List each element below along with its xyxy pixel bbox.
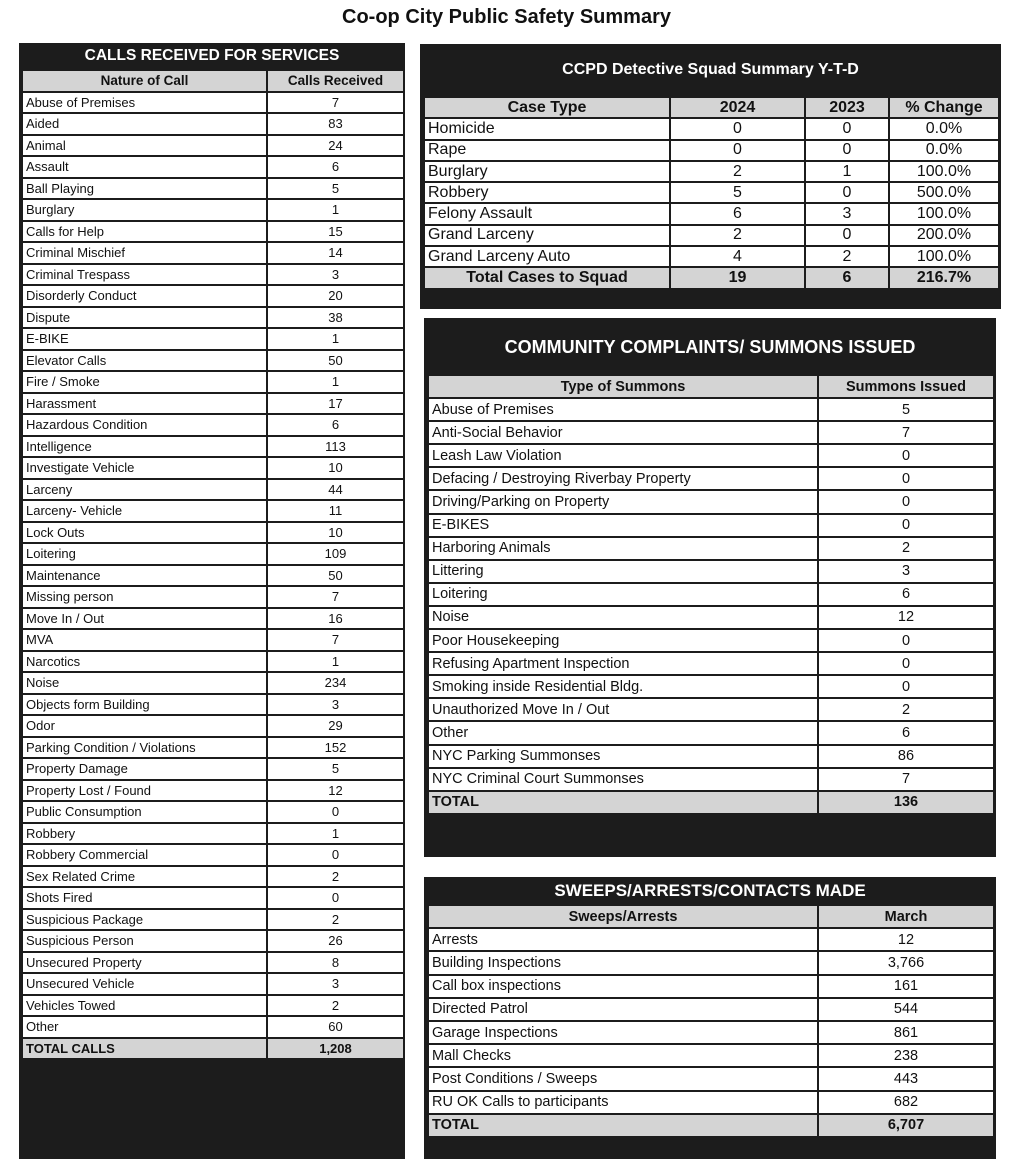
summons-count: 0	[818, 514, 994, 537]
call-nature: Assault	[22, 156, 267, 178]
pct-change: 100.0%	[889, 203, 999, 224]
table-row	[22, 715, 404, 737]
table-row	[424, 118, 999, 139]
sweeps-total-value: 6,707	[818, 1114, 994, 1137]
table-row	[22, 608, 404, 630]
call-count: 152	[267, 737, 404, 759]
table-row	[22, 479, 404, 501]
summons-count: 2	[818, 537, 994, 560]
cases-2024: 0	[670, 118, 805, 139]
call-nature: Unsecured Vehicle	[22, 973, 267, 995]
summons-count: 6	[818, 721, 994, 744]
table-row	[22, 801, 404, 823]
sweep-type: Arrests	[428, 928, 818, 951]
cases-2024: 5	[670, 182, 805, 203]
call-nature: Burglary	[22, 199, 267, 221]
cases-2023: 0	[805, 225, 889, 246]
summons-type: Loitering	[428, 583, 818, 606]
call-nature: Robbery Commercial	[22, 844, 267, 866]
table-row	[428, 928, 994, 951]
table-row	[428, 975, 994, 998]
call-count: 0	[267, 844, 404, 866]
call-count: 15	[267, 221, 404, 243]
sweep-type: Directed Patrol	[428, 998, 818, 1021]
summons-count: 0	[818, 629, 994, 652]
call-nature: Fire / Smoke	[22, 371, 267, 393]
case-type: Rape	[424, 140, 670, 161]
summons-type: Refusing Apartment Inspection	[428, 652, 818, 675]
call-nature: Loitering	[22, 543, 267, 565]
sweeps-total-label: TOTAL	[428, 1114, 818, 1137]
case-type: Burglary	[424, 161, 670, 182]
table-row	[22, 995, 404, 1017]
summons-total-row	[428, 791, 994, 814]
table-row	[22, 586, 404, 608]
col-header-calls: Calls Received	[267, 70, 404, 92]
call-nature: Hazardous Condition	[22, 414, 267, 436]
sweep-count: 238	[818, 1044, 994, 1067]
table-row	[22, 178, 404, 200]
sweep-count: 544	[818, 998, 994, 1021]
col-header-summons-type: Type of Summons	[428, 375, 818, 398]
call-count: 1	[267, 328, 404, 350]
call-nature: Maintenance	[22, 565, 267, 587]
call-nature: Suspicious Person	[22, 930, 267, 952]
summons-type: Unauthorized Move In / Out	[428, 698, 818, 721]
table-row	[22, 414, 404, 436]
squad-table	[423, 96, 1000, 290]
table-row	[424, 246, 999, 267]
case-type: Grand Larceny Auto	[424, 246, 670, 267]
call-nature: Investigate Vehicle	[22, 457, 267, 479]
call-count: 3	[267, 973, 404, 995]
summons-type: E-BIKES	[428, 514, 818, 537]
call-nature: Dispute	[22, 307, 267, 329]
call-nature: Abuse of Premises	[22, 92, 267, 114]
call-count: 7	[267, 586, 404, 608]
table-row	[22, 565, 404, 587]
summons-count: 5	[818, 398, 994, 421]
page-title: Co-op City Public Safety Summary	[342, 6, 671, 28]
summons-count: 7	[818, 768, 994, 791]
table-row	[428, 721, 994, 744]
call-count: 10	[267, 457, 404, 479]
call-count: 6	[267, 414, 404, 436]
calls-panel-heading: CALLS RECEIVED FOR SERVICES	[84, 47, 340, 64]
call-count: 50	[267, 565, 404, 587]
summons-count: 0	[818, 652, 994, 675]
table-row	[424, 225, 999, 246]
table-row	[22, 887, 404, 909]
call-nature: E-BIKE	[22, 328, 267, 350]
call-nature: Robbery	[22, 823, 267, 845]
table-row	[22, 672, 404, 694]
table-row	[428, 398, 994, 421]
table-row	[424, 203, 999, 224]
table-row	[22, 930, 404, 952]
table-row	[22, 371, 404, 393]
call-count: 11	[267, 500, 404, 522]
call-nature: Criminal Mischief	[22, 242, 267, 264]
summons-type: Harboring Animals	[428, 537, 818, 560]
sweep-count: 161	[818, 975, 994, 998]
call-nature: Ball Playing	[22, 178, 267, 200]
table-row	[428, 998, 994, 1021]
table-row	[22, 135, 404, 157]
table-row	[428, 768, 994, 791]
calls-total-row	[22, 1038, 404, 1060]
table-row	[428, 951, 994, 974]
table-row	[22, 844, 404, 866]
calls-table	[21, 69, 405, 1060]
table-row	[424, 182, 999, 203]
call-nature: MVA	[22, 629, 267, 651]
sweep-type: Garage Inspections	[428, 1021, 818, 1044]
call-count: 1	[267, 371, 404, 393]
cases-2024: 2	[670, 161, 805, 182]
summons-table	[427, 374, 995, 815]
call-count: 20	[267, 285, 404, 307]
call-nature: Larceny- Vehicle	[22, 500, 267, 522]
call-count: 24	[267, 135, 404, 157]
call-count: 2	[267, 909, 404, 931]
pct-change: 500.0%	[889, 182, 999, 203]
summons-type: Leash Law Violation	[428, 444, 818, 467]
table-row	[428, 537, 994, 560]
squad-total-2024: 19	[670, 267, 805, 288]
call-nature: Missing person	[22, 586, 267, 608]
table-row	[22, 285, 404, 307]
call-count: 8	[267, 952, 404, 974]
call-count: 234	[267, 672, 404, 694]
table-row	[22, 350, 404, 372]
summons-count: 6	[818, 583, 994, 606]
table-row	[428, 421, 994, 444]
summons-count: 0	[818, 490, 994, 513]
summons-type: Noise	[428, 606, 818, 629]
summons-type: NYC Criminal Court Summonses	[428, 768, 818, 791]
pct-change: 100.0%	[889, 246, 999, 267]
call-nature: Other	[22, 1016, 267, 1038]
call-count: 3	[267, 694, 404, 716]
summons-total-value: 136	[818, 791, 994, 814]
table-row	[428, 560, 994, 583]
call-count: 1	[267, 823, 404, 845]
call-nature: Criminal Trespass	[22, 264, 267, 286]
call-nature: Calls for Help	[22, 221, 267, 243]
sweeps-total-row	[428, 1114, 994, 1137]
sweep-count: 682	[818, 1091, 994, 1114]
call-nature: Narcotics	[22, 651, 267, 673]
sweep-type: Building Inspections	[428, 951, 818, 974]
table-row	[428, 1067, 994, 1090]
table-row	[22, 543, 404, 565]
call-count: 2	[267, 995, 404, 1017]
calls-total-label: TOTAL CALLS	[22, 1038, 267, 1060]
call-nature: Suspicious Package	[22, 909, 267, 931]
table-row	[424, 140, 999, 161]
squad-total-2023: 6	[805, 267, 889, 288]
col-header-month: March	[818, 905, 994, 928]
call-nature: Lock Outs	[22, 522, 267, 544]
table-row	[22, 909, 404, 931]
call-nature: Vehicles Towed	[22, 995, 267, 1017]
summons-count: 0	[818, 444, 994, 467]
cases-2023: 0	[805, 182, 889, 203]
call-nature: Larceny	[22, 479, 267, 501]
call-count: 26	[267, 930, 404, 952]
summons-total-label: TOTAL	[428, 791, 818, 814]
table-row	[428, 514, 994, 537]
pct-change: 0.0%	[889, 140, 999, 161]
table-row	[22, 1016, 404, 1038]
summons-type: Driving/Parking on Property	[428, 490, 818, 513]
case-type: Felony Assault	[424, 203, 670, 224]
cases-2023: 2	[805, 246, 889, 267]
table-row	[22, 866, 404, 888]
call-count: 29	[267, 715, 404, 737]
call-count: 6	[267, 156, 404, 178]
sweep-count: 861	[818, 1021, 994, 1044]
sweep-type: Mall Checks	[428, 1044, 818, 1067]
summons-type: Poor Housekeeping	[428, 629, 818, 652]
case-type: Homicide	[424, 118, 670, 139]
sweep-count: 443	[818, 1067, 994, 1090]
call-count: 1	[267, 651, 404, 673]
cases-2024: 2	[670, 225, 805, 246]
summons-count: 12	[818, 606, 994, 629]
summons-panel-heading: COMMUNITY COMPLAINTS/ SUMMONS ISSUED	[504, 337, 916, 357]
call-count: 0	[267, 801, 404, 823]
call-nature: Shots Fired	[22, 887, 267, 909]
table-row	[22, 500, 404, 522]
col-header-2023: 2023	[805, 97, 889, 118]
call-count: 12	[267, 780, 404, 802]
table-row	[22, 780, 404, 802]
sweep-type: Post Conditions / Sweeps	[428, 1067, 818, 1090]
call-count: 2	[267, 866, 404, 888]
summons-type: Anti-Social Behavior	[428, 421, 818, 444]
table-row	[22, 952, 404, 974]
summons-count: 0	[818, 467, 994, 490]
sweeps-panel	[424, 877, 996, 1159]
call-nature: Noise	[22, 672, 267, 694]
summons-type: Other	[428, 721, 818, 744]
table-row	[22, 629, 404, 651]
col-header-sweeps-type: Sweeps/Arrests	[428, 905, 818, 928]
table-row	[22, 436, 404, 458]
call-count: 0	[267, 887, 404, 909]
sweeps-panel-heading: SWEEPS/ARRESTS/CONTACTS MADE	[554, 881, 866, 900]
cases-2024: 6	[670, 203, 805, 224]
call-count: 10	[267, 522, 404, 544]
call-count: 17	[267, 393, 404, 415]
call-count: 60	[267, 1016, 404, 1038]
call-count: 44	[267, 479, 404, 501]
calls-total-value: 1,208	[267, 1038, 404, 1060]
call-count: 83	[267, 113, 404, 135]
summons-panel	[424, 318, 996, 857]
table-row	[428, 606, 994, 629]
summons-count: 0	[818, 675, 994, 698]
table-row	[428, 629, 994, 652]
col-header-nature: Nature of Call	[22, 70, 267, 92]
call-nature: Odor	[22, 715, 267, 737]
call-nature: Elevator Calls	[22, 350, 267, 372]
call-nature: Intelligence	[22, 436, 267, 458]
call-nature: Public Consumption	[22, 801, 267, 823]
table-row	[428, 745, 994, 768]
summons-type: Defacing / Destroying Riverbay Property	[428, 467, 818, 490]
squad-total-row	[424, 267, 999, 288]
call-count: 3	[267, 264, 404, 286]
call-nature: Aided	[22, 113, 267, 135]
call-nature: Objects form Building	[22, 694, 267, 716]
squad-total-pct: 216.7%	[889, 267, 999, 288]
call-nature: Move In / Out	[22, 608, 267, 630]
call-nature: Parking Condition / Violations	[22, 737, 267, 759]
summons-count: 2	[818, 698, 994, 721]
table-row	[22, 457, 404, 479]
call-count: 7	[267, 92, 404, 114]
table-row	[428, 698, 994, 721]
cases-2024: 4	[670, 246, 805, 267]
col-header-case-type: Case Type	[424, 97, 670, 118]
table-row	[22, 199, 404, 221]
call-nature: Animal	[22, 135, 267, 157]
table-row	[428, 1021, 994, 1044]
table-row	[428, 1044, 994, 1067]
table-row	[22, 651, 404, 673]
table-row	[22, 113, 404, 135]
detective-squad-panel	[420, 44, 1001, 309]
table-row	[22, 328, 404, 350]
cases-2023: 0	[805, 118, 889, 139]
call-nature: Property Damage	[22, 758, 267, 780]
table-row	[22, 737, 404, 759]
pct-change: 200.0%	[889, 225, 999, 246]
table-row	[428, 652, 994, 675]
call-count: 113	[267, 436, 404, 458]
summons-type: Littering	[428, 560, 818, 583]
sweep-count: 3,766	[818, 951, 994, 974]
sweep-count: 12	[818, 928, 994, 951]
table-row	[22, 307, 404, 329]
summons-type: Smoking inside Residential Bldg.	[428, 675, 818, 698]
table-row	[22, 221, 404, 243]
call-nature: Sex Related Crime	[22, 866, 267, 888]
call-count: 5	[267, 758, 404, 780]
table-row	[22, 823, 404, 845]
sweep-type: Call box inspections	[428, 975, 818, 998]
calls-received-panel	[19, 43, 405, 1159]
table-row	[22, 264, 404, 286]
case-type: Grand Larceny	[424, 225, 670, 246]
table-row	[22, 242, 404, 264]
case-type: Robbery	[424, 182, 670, 203]
call-count: 14	[267, 242, 404, 264]
call-count: 109	[267, 543, 404, 565]
table-row	[428, 1091, 994, 1114]
table-row	[428, 467, 994, 490]
squad-panel-heading: CCPD Detective Squad Summary Y-T-D	[562, 61, 859, 78]
call-nature: Property Lost / Found	[22, 780, 267, 802]
cases-2023: 1	[805, 161, 889, 182]
cases-2023: 0	[805, 140, 889, 161]
col-header-summons-issued: Summons Issued	[818, 375, 994, 398]
call-count: 1	[267, 199, 404, 221]
table-row	[22, 156, 404, 178]
summons-count: 86	[818, 745, 994, 768]
call-count: 38	[267, 307, 404, 329]
cases-2024: 0	[670, 140, 805, 161]
col-header-2024: 2024	[670, 97, 805, 118]
col-header-pct-change: % Change	[889, 97, 999, 118]
table-row	[428, 675, 994, 698]
call-count: 16	[267, 608, 404, 630]
table-row	[22, 973, 404, 995]
table-row	[428, 583, 994, 606]
table-row	[22, 92, 404, 114]
call-count: 7	[267, 629, 404, 651]
cases-2023: 3	[805, 203, 889, 224]
table-row	[22, 694, 404, 716]
table-row	[424, 161, 999, 182]
call-nature: Harassment	[22, 393, 267, 415]
summons-count: 7	[818, 421, 994, 444]
pct-change: 100.0%	[889, 161, 999, 182]
summons-type: NYC Parking Summonses	[428, 745, 818, 768]
summons-type: Abuse of Premises	[428, 398, 818, 421]
sweeps-table	[427, 904, 995, 1138]
table-row	[22, 393, 404, 415]
call-nature: Disorderly Conduct	[22, 285, 267, 307]
pct-change: 0.0%	[889, 118, 999, 139]
summons-count: 3	[818, 560, 994, 583]
table-row	[428, 490, 994, 513]
call-count: 5	[267, 178, 404, 200]
table-row	[22, 522, 404, 544]
sweep-type: RU OK Calls to participants	[428, 1091, 818, 1114]
squad-total-label: Total Cases to Squad	[424, 267, 670, 288]
table-row	[428, 444, 994, 467]
table-row	[22, 758, 404, 780]
call-count: 50	[267, 350, 404, 372]
call-nature: Unsecured Property	[22, 952, 267, 974]
